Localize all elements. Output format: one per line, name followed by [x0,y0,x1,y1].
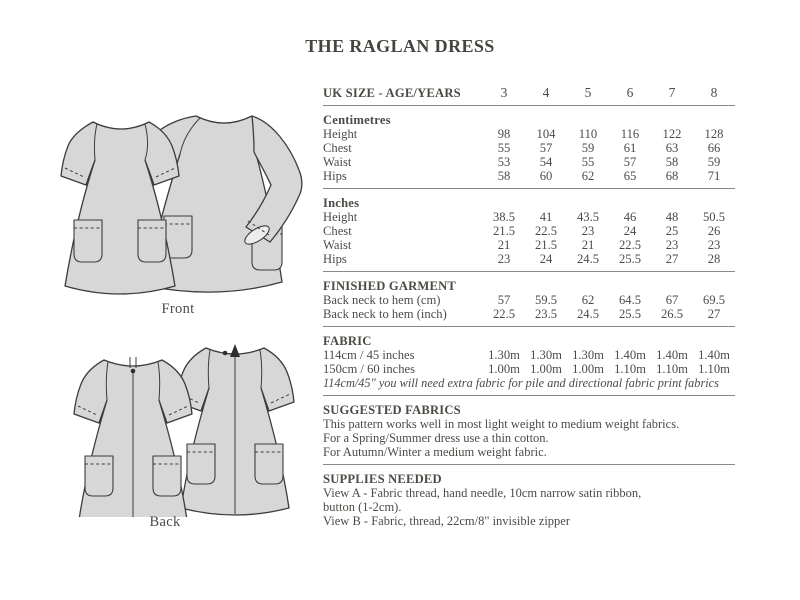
dress-front-illustration [48,88,318,303]
cell: 63 [665,141,679,155]
cell: 110 [578,127,598,141]
section-heading: Centimetres [323,113,391,127]
size-chart-header [323,86,735,100]
cell: 57 [623,155,637,169]
divider [323,395,735,396]
front-view-label: Front [161,301,195,317]
row-label: Waist [323,238,352,252]
text-line: View B - Fabric, thread, 22cm/8" invisible zipper [323,514,570,528]
pocket [85,456,113,496]
section-heading: FABRIC [323,334,372,348]
dress-back-view-a [74,357,192,517]
table-row [323,141,735,155]
zipper-arrow-icon [230,344,240,357]
cell: 24 [623,224,637,238]
cell: 1.00m [572,362,604,376]
cell: 24.5 [576,307,600,321]
cell: 1.30m [530,348,562,362]
row-label: Chest [323,141,352,155]
section-heading: Inches [323,196,360,210]
text-line: View A - Fabric thread, hand needle, 10cm narrow satin ribbon, [323,486,642,500]
cell: 59 [581,141,595,155]
cell: 26 [707,224,721,238]
section-inches [323,196,735,266]
page-title: THE RAGLAN DRESS [305,36,495,56]
cell: 98 [497,127,511,141]
table-row [323,238,735,252]
dress-front-view-a [61,122,179,294]
cell: 1.10m [614,362,646,376]
row-label: Back neck to hem (inch) [323,307,447,321]
cell: 1.40m [656,348,688,362]
cell: 1.10m [698,362,730,376]
cell: 116 [620,127,640,141]
cell: 23 [707,238,721,252]
cell: 55 [581,155,595,169]
cell: 21.5 [534,238,558,252]
section-finished-garment [323,279,735,321]
cell: 57 [539,141,553,155]
fabric-note: 114cm/45" you will need extra fabric for pile and directional fabric print fabrics [323,376,719,390]
row-label: Back neck to hem (cm) [323,293,441,307]
text-line: button (1-2cm). [323,500,402,514]
pocket [153,456,181,496]
cell: 62 [581,293,595,307]
cell: 65 [623,169,637,183]
cell: 66 [707,141,721,155]
cell: 71 [707,169,721,183]
cell: 23 [497,252,511,266]
cell: 22.5 [534,224,558,238]
table-row [323,224,735,238]
cell: 27 [665,252,679,266]
divider [323,105,735,106]
section-heading: SUPPLIES NEEDED [323,472,442,486]
row-label: Chest [323,224,352,238]
cell: 25 [665,224,679,238]
cell: 62 [581,169,595,183]
size-column-header: 7 [668,85,676,100]
size-column-header: 3 [500,85,508,100]
row-label: 150cm / 60 inches [323,362,415,376]
cell: 46 [623,210,637,224]
row-label: Hips [323,169,347,183]
button-dot-icon [131,369,136,374]
table-row [323,307,735,321]
cell: 54 [539,155,553,169]
dress-back-view-b [176,344,294,515]
row-label: Height [323,127,358,141]
table-row [323,127,735,141]
table-row [323,155,735,169]
table-row [323,169,735,183]
cell: 22.5 [618,238,642,252]
cell: 55 [497,141,511,155]
section-supplies-needed [323,472,735,528]
cell: 1.00m [488,362,520,376]
size-column-header: 4 [542,85,550,100]
cell: 22.5 [492,307,516,321]
cell: 122 [662,127,682,141]
cell: 1.40m [614,348,646,362]
cell: 24 [539,252,553,266]
cell: 48 [665,210,679,224]
row-label: Hips [323,252,347,266]
text-line: This pattern works well in most light weight to medium weight fabrics. [323,417,680,431]
section-heading: SUGGESTED FABRICS [323,403,461,417]
cell: 128 [704,127,724,141]
back-view-label: Back [149,514,181,530]
cell: 58 [665,155,679,169]
cell: 1.30m [488,348,520,362]
cell: 57 [497,293,511,307]
table-row [323,293,735,307]
cell: 64.5 [618,293,642,307]
dress-back-illustration [45,332,315,517]
cell: 38.5 [492,210,516,224]
section-suggested-fabrics [323,403,735,459]
cell: 21 [497,238,511,252]
cell: 27 [707,307,721,321]
cell: 1.10m [656,362,688,376]
cell: 23.5 [534,307,558,321]
cell: 23 [665,238,679,252]
cell: 23 [581,224,595,238]
row-label: Waist [323,155,352,169]
cell: 104 [536,127,556,141]
cell: 59 [707,155,721,169]
divider [323,271,735,272]
text-line: For a Spring/Summer dress use a thin cotton. [323,431,549,445]
cell: 69.5 [702,293,726,307]
pocket [138,220,166,262]
cell: 21.5 [492,224,516,238]
divider [323,464,735,465]
cell: 25.5 [618,252,642,266]
cell: 61 [623,141,637,155]
pocket [255,444,283,484]
cell: 50.5 [702,210,726,224]
size-column-header: 5 [584,85,592,100]
size-header-label: UK SIZE - AGE/YEARS [323,86,461,100]
pocket [74,220,102,262]
row-label: Height [323,210,358,224]
table-row [323,362,735,376]
divider [323,326,735,327]
cell: 21 [581,238,595,252]
section-fabric [323,334,735,390]
cell: 28 [707,252,721,266]
cell: 1.30m [572,348,604,362]
cell: 1.00m [530,362,562,376]
cell: 41 [539,210,553,224]
cell: 60 [539,169,553,183]
cell: 1.40m [698,348,730,362]
row-label: 114cm / 45 inches [323,348,415,362]
table-row [323,348,735,362]
size-chart [323,86,735,528]
size-column-header: 8 [710,85,718,100]
cell: 24.5 [576,252,600,266]
cell: 26.5 [660,307,684,321]
pocket [187,444,215,484]
text-line: For Autumn/Winter a medium weight fabric. [323,445,547,459]
table-row [323,210,735,224]
size-column-header: 6 [626,85,634,100]
cell: 68 [665,169,679,183]
cell: 53 [497,155,511,169]
cell: 59.5 [534,293,558,307]
cell: 25.5 [618,307,642,321]
section-centimetres [323,113,735,183]
cell: 43.5 [576,210,600,224]
button-dot-icon [223,351,228,356]
cell: 67 [665,293,679,307]
section-heading: FINISHED GARMENT [323,279,456,293]
table-row [323,252,735,266]
cell: 58 [497,169,511,183]
divider [323,188,735,189]
